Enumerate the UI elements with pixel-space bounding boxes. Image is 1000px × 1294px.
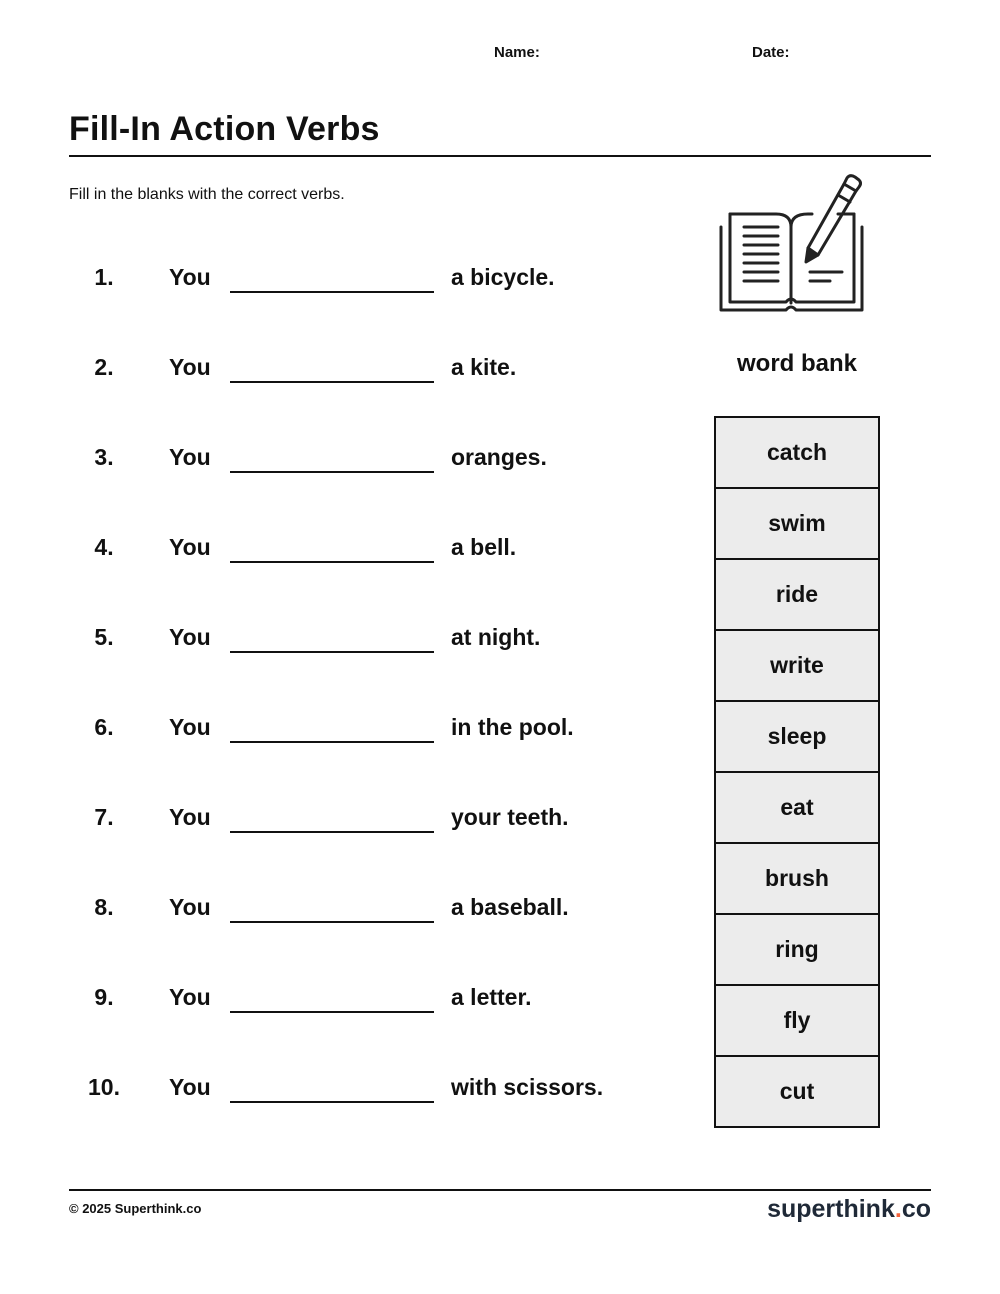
copyright: © 2025 Superthink.co — [69, 1201, 202, 1216]
answer-blank[interactable] — [230, 921, 434, 923]
question-ending: your teeth. — [451, 804, 569, 830]
question-ending: with scissors. — [451, 1074, 604, 1100]
answer-blank[interactable] — [230, 1101, 434, 1103]
question-number: 4. — [94, 534, 114, 560]
footer-divider — [69, 1189, 931, 1191]
date-label: Date: — [752, 44, 790, 61]
name-label: Name: — [494, 44, 540, 61]
instructions: Fill in the blanks with the correct verbs. — [69, 186, 345, 203]
question-number: 3. — [94, 444, 114, 470]
question-row — [0, 1067, 700, 1107]
answer-blank[interactable] — [230, 381, 434, 383]
question-ending: a bell. — [451, 534, 517, 560]
question-number: 8. — [94, 894, 114, 920]
question-subject: You — [169, 894, 211, 920]
question-row — [0, 347, 700, 387]
question-row — [0, 437, 700, 477]
question-number: 10. — [88, 1074, 120, 1100]
answer-blank[interactable] — [230, 471, 434, 473]
question-number: 7. — [94, 804, 114, 830]
question-ending: in the pool. — [451, 714, 574, 740]
question-number: 9. — [94, 984, 114, 1010]
word-bank — [714, 416, 880, 1128]
question-ending: a bicycle. — [451, 264, 555, 290]
question-number: 2. — [94, 354, 114, 380]
question-subject: You — [169, 714, 211, 740]
question-subject: You — [169, 264, 211, 290]
word-bank-item: fly — [716, 986, 878, 1057]
question-ending: a kite. — [451, 354, 517, 380]
question-subject: You — [169, 1074, 211, 1100]
word-bank-item: ring — [716, 915, 878, 986]
word-bank-title: word bank — [736, 350, 857, 377]
question-subject: You — [169, 534, 211, 560]
answer-blank[interactable] — [230, 651, 434, 653]
brand-logo — [767, 1195, 931, 1224]
question-row — [0, 707, 700, 747]
question-subject: You — [169, 804, 211, 830]
open-book-pencil-icon — [716, 172, 866, 314]
answer-blank[interactable] — [230, 831, 434, 833]
brand-name: superthink — [767, 1195, 895, 1223]
question-subject: You — [169, 624, 211, 650]
word-bank-item: ride — [716, 560, 878, 631]
brand-tld: co — [901, 1195, 931, 1223]
answer-blank[interactable] — [230, 741, 434, 743]
question-row — [0, 527, 700, 567]
word-bank-item: catch — [716, 418, 878, 489]
question-subject: You — [169, 444, 211, 470]
question-ending: at night. — [451, 624, 541, 650]
question-row — [0, 257, 700, 297]
title-divider — [69, 155, 931, 157]
word-bank-item: sleep — [716, 702, 878, 773]
question-ending: a letter. — [451, 984, 532, 1010]
answer-blank[interactable] — [230, 1011, 434, 1013]
question-row — [0, 977, 700, 1017]
brand-dot: . — [894, 1195, 902, 1223]
question-ending: a baseball. — [451, 894, 569, 920]
answer-blank[interactable] — [230, 561, 434, 563]
answer-blank[interactable] — [230, 291, 434, 293]
word-bank-item: eat — [716, 773, 878, 844]
question-ending: oranges. — [451, 444, 547, 470]
question-subject: You — [169, 984, 211, 1010]
word-bank-item: write — [716, 631, 878, 702]
word-bank-item: brush — [716, 844, 878, 915]
question-number: 1. — [94, 264, 114, 290]
question-row — [0, 797, 700, 837]
word-bank-item: cut — [779, 1078, 815, 1104]
page-title: Fill-In Action Verbs — [69, 110, 380, 148]
question-row — [0, 617, 700, 657]
question-number: 5. — [94, 624, 114, 650]
question-row — [0, 887, 700, 927]
question-number: 6. — [94, 714, 114, 740]
word-bank-item: swim — [716, 489, 878, 560]
question-subject: You — [169, 354, 211, 380]
